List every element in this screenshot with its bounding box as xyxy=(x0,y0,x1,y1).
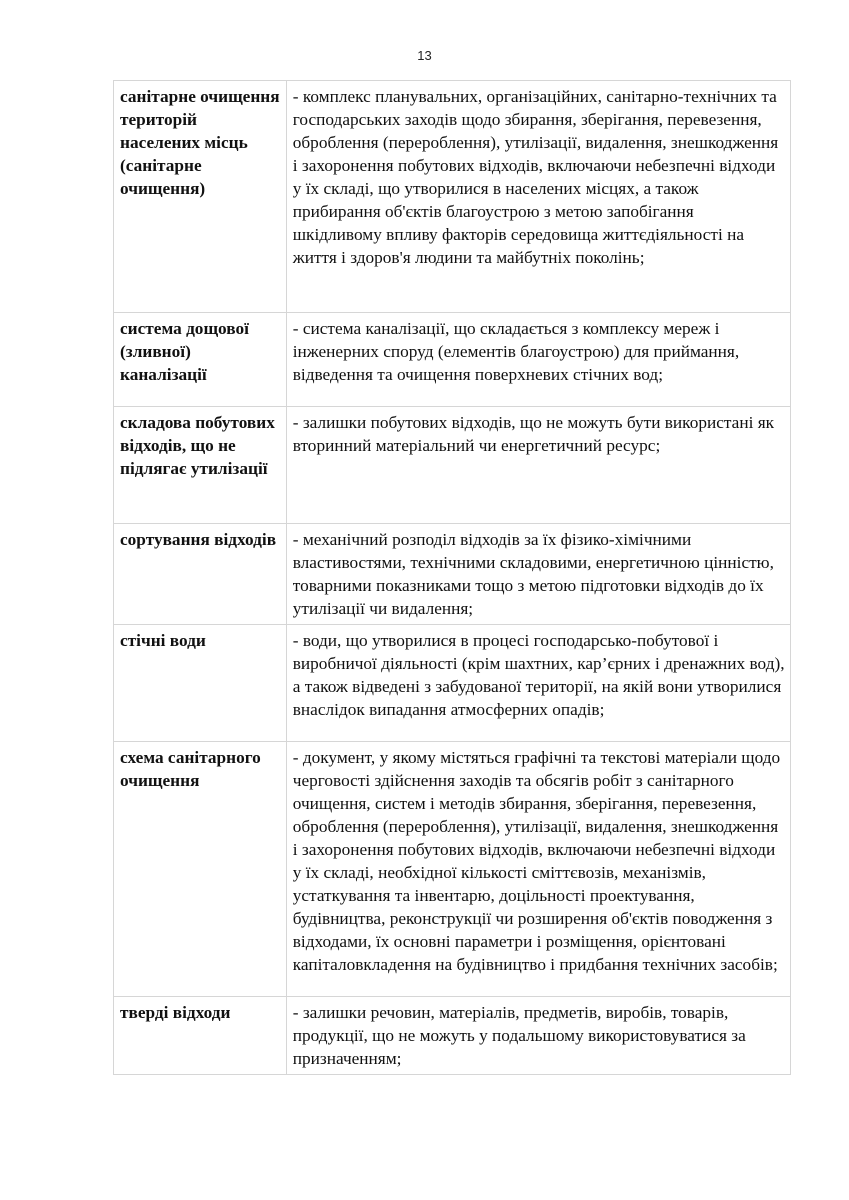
glossary-table xyxy=(113,80,791,1075)
glossary-term: санітарне очищення територій населених місць (санітарне очищення) xyxy=(114,81,287,313)
glossary-row xyxy=(114,742,791,997)
glossary-row xyxy=(114,81,791,313)
glossary-row xyxy=(114,997,791,1075)
glossary-row xyxy=(114,524,791,625)
glossary-term: стічні води xyxy=(114,625,287,742)
glossary-row xyxy=(114,313,791,407)
glossary-definition: - залишки речовин, матеріалів, предметів, виробів, товарів, продукції, що не можуть у подальшому використовуватися за призначенням; xyxy=(286,997,790,1075)
glossary-row xyxy=(114,407,791,524)
page-number: 13 xyxy=(417,48,432,63)
glossary-term: схема санітарного очищення xyxy=(114,742,287,997)
glossary-term: тверді відходи xyxy=(114,997,287,1075)
glossary-definition: - механічний розподіл відходів за їх фізико-хімічними властивостями, технічними складовими, енергетичною цінністю, товарними показниками тощо з метою підготовки відходів до їх утилізації чи видалення; xyxy=(286,524,790,625)
glossary-definition: - документ, у якому містяться графічні та текстові матеріали щодо черговості здійснення заходів та обсягів робіт з санітарного очищення, систем і методів збирання, зберігання, перевезення, оброблення (перероблення), утилізації, видалення, знешкодження і захоронення побутових відходів, включаючи небезпечні відходи у їх складі, необхідної кількості сміттєвозів, механізмів, устаткування та інвентарю, доцільності проектування, будівництва, реконструкції чи розширення об'єктів поводження з відходами, їх основні параметри і розміщення, орієнтовані капіталовкладення на будівництво і придбання технічних засобів; xyxy=(286,742,790,997)
glossary-definition: - система каналізації, що складається з комплексу мереж і інженерних споруд (елементів благоустрою) для приймання, відведення та очищення поверхневих стічних вод; xyxy=(286,313,790,407)
glossary-definition: - залишки побутових відходів, що не можуть бути використані як вторинний матеріальний чи енергетичний ресурс; xyxy=(286,407,790,524)
glossary-term: складова побутових відходів, що не підлягає утилізації xyxy=(114,407,287,524)
glossary-term: система дощової (зливної) каналізації xyxy=(114,313,287,407)
glossary-row xyxy=(114,625,791,742)
glossary-term: сортування відходів xyxy=(114,524,287,625)
glossary-definition: - води, що утворилися в процесі господарсько-побутової і виробничої діяльності (крім шахтних, кар’єрних і дренажних вод), а також відведені з забудованої території, на якій вони утворилися внаслідок випадання атмосферних опадів; xyxy=(286,625,790,742)
glossary-definition: - комплекс планувальних, організаційних, санітарно-технічних та господарських заходів щодо збирання, зберігання, перевезення, оброблення (перероблення), утилізації, видалення, знешкодження і захоронення побутових відходів, включаючи небезпечні відходи у їх складі, що утворилися в населених місцях, а також прибирання об'єктів благоустрою з метою запобігання шкідливому впливу факторів середовища життєдіяльності на життя і здоров'я людини та майбутніх поколінь; xyxy=(286,81,790,313)
